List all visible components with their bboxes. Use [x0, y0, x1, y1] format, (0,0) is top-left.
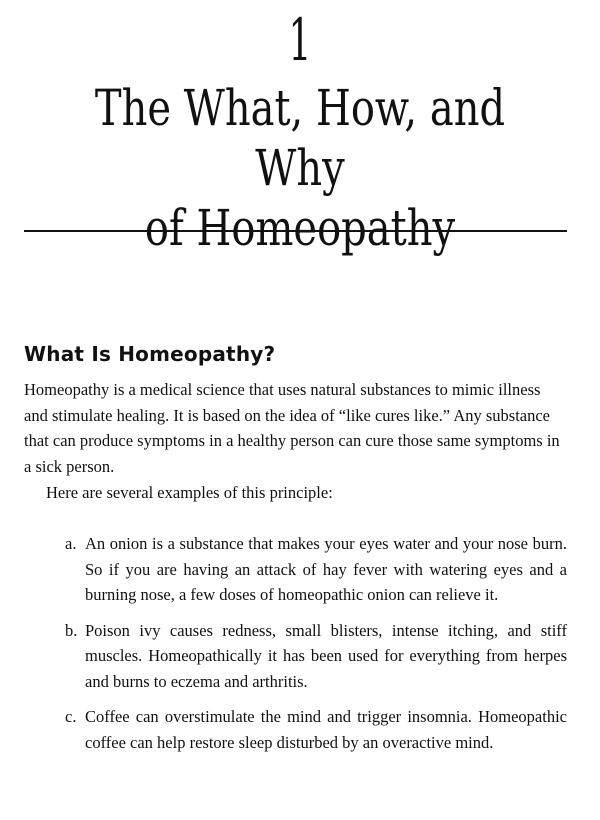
list-item-text: Poison ivy causes redness, small blisters, intense itching, and stiff muscles. Homeopathically it has been used for everything from herpes and burns to eczema and arthritis.: [85, 620, 567, 691]
list-item: [65, 704, 567, 755]
list-item-marker: b.: [65, 620, 78, 640]
chapter-title-line-1: The What, How, and Why: [94, 79, 506, 197]
list-item-marker: c.: [65, 707, 77, 726]
chapter-number: 1: [288, 6, 312, 74]
section-heading: What Is Homeopathy?: [24, 342, 276, 366]
intro-paragraph: Homeopathy is a medical science that uses natural substances to mimic illness and stimulate healing. It is based on the idea of “like cures like.” Any substance that can produce symptoms in a healthy person can cure those same symptoms in a sick person.: [24, 380, 560, 476]
list-item: [65, 531, 567, 608]
list-item-text: Coffee can overstimulate the mind and trigger insomnia. Homeopathic coffee can help restore sleep disturbed by an overactive mind.: [85, 707, 567, 752]
list-item: [65, 618, 567, 695]
chapter-title-line-2: of Homeopathy: [144, 199, 456, 257]
chapter-divider: [24, 230, 567, 232]
examples-list: [65, 531, 567, 765]
list-item-text: An onion is a substance that makes your eyes water and your nose burn. So if you are having an attack of hay fever with watering eyes and a burning nose, a few doses of homeopathic onion can relieve it.: [85, 534, 567, 604]
examples-lead-paragraph: Here are several examples of this principle:: [46, 483, 333, 502]
list-item-marker: a.: [65, 534, 77, 553]
